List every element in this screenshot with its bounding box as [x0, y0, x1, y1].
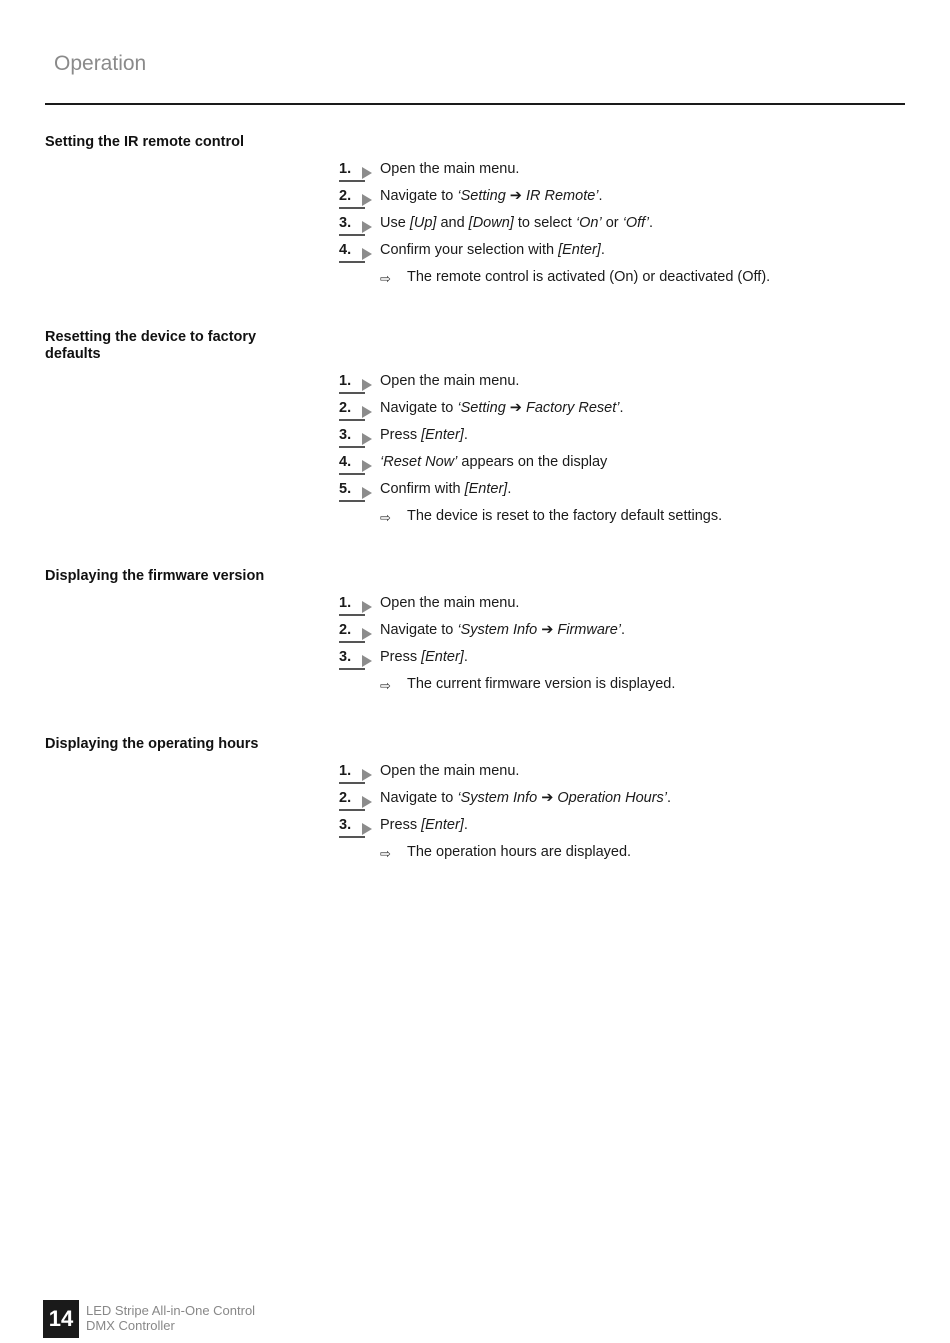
step-underline [339, 614, 365, 616]
step-triangle-icon [362, 248, 372, 260]
step-underline [339, 392, 365, 394]
step-number: 3. [339, 427, 352, 443]
step-number: 2. [339, 400, 352, 416]
step-underline [339, 782, 365, 784]
step-triangle-icon [362, 406, 372, 418]
step-triangle-icon [362, 167, 372, 179]
result-arrow-icon: ⇨ [380, 271, 391, 286]
step-number: 3. [339, 817, 352, 833]
step-underline [339, 419, 365, 421]
right-arrow-icon: ➔ [509, 400, 522, 416]
step-number: 1. [339, 595, 352, 611]
step-text: Navigate to ‘System Info ➔ Firmware’. [380, 622, 626, 638]
step-underline [339, 473, 365, 475]
page-number: 14 [43, 1300, 79, 1338]
step-number: 3. [339, 649, 352, 665]
result-text: The device is reset to the factory default settings. [407, 508, 723, 524]
section-title: Setting the IR remote control [45, 134, 244, 150]
step-text: Navigate to ‘System Info ➔ Operation Hours’. [380, 790, 672, 806]
step-text: Press [Enter]. [380, 427, 468, 443]
step-text: Confirm with [Enter]. [380, 481, 512, 497]
result-text: The operation hours are displayed. [407, 844, 632, 860]
step-number: 3. [339, 215, 352, 231]
result-arrow-icon: ⇨ [380, 510, 391, 525]
step-text: Open the main menu. [380, 763, 520, 779]
footer-product-type: DMX Controller [86, 1318, 175, 1333]
header-divider [45, 103, 905, 105]
step-text: Use [Up] and [Down] to select ‘On’ or ‘Off’. [380, 215, 653, 231]
step-text: Press [Enter]. [380, 817, 468, 833]
footer-product-name: LED Stripe All-in-One Control [86, 1303, 256, 1318]
step-underline [339, 668, 365, 670]
step-number: 4. [339, 242, 352, 258]
result-arrow-icon: ⇨ [380, 678, 391, 693]
result-text: The current firmware version is displayed. [407, 676, 676, 692]
step-triangle-icon [362, 194, 372, 206]
step-number: 5. [339, 481, 352, 497]
step-text: Navigate to ‘Setting ➔ Factory Reset’. [380, 400, 624, 416]
step-triangle-icon [362, 433, 372, 445]
step-text: ‘Reset Now’ appears on the display [380, 454, 608, 470]
step-underline [339, 234, 365, 236]
step-text: Confirm your selection with [Enter]. [380, 242, 605, 258]
section-title: Resetting the device to factory defaults [45, 329, 257, 362]
step-number: 1. [339, 161, 352, 177]
step-triangle-icon [362, 655, 372, 667]
step-text: Navigate to ‘Setting ➔ IR Remote’. [380, 188, 603, 204]
step-underline [339, 809, 365, 811]
section-title: Displaying the firmware version [45, 568, 265, 584]
result-arrow-icon: ⇨ [380, 846, 391, 861]
right-arrow-icon: ➔ [541, 790, 554, 806]
step-triangle-icon [362, 796, 372, 808]
step-triangle-icon [362, 221, 372, 233]
result-text: The remote control is activated (On) or deactivated (Off). [407, 269, 771, 285]
step-triangle-icon [362, 460, 372, 472]
step-number: 2. [339, 790, 352, 806]
step-underline [339, 261, 365, 263]
step-triangle-icon [362, 379, 372, 391]
step-number: 1. [339, 373, 352, 389]
step-underline [339, 207, 365, 209]
step-number: 1. [339, 763, 352, 779]
section-title: Displaying the operating hours [45, 736, 259, 752]
step-triangle-icon [362, 628, 372, 640]
step-triangle-icon [362, 487, 372, 499]
step-text: Press [Enter]. [380, 649, 468, 665]
step-triangle-icon [362, 601, 372, 613]
step-text: Open the main menu. [380, 373, 520, 389]
step-number: 4. [339, 454, 352, 470]
step-underline [339, 836, 365, 838]
step-underline [339, 500, 365, 502]
step-number: 2. [339, 188, 352, 204]
step-text: Open the main menu. [380, 161, 520, 177]
page-title: Operation [54, 52, 147, 75]
step-underline [339, 180, 365, 182]
step-underline [339, 641, 365, 643]
step-text: Open the main menu. [380, 595, 520, 611]
step-triangle-icon [362, 769, 372, 781]
right-arrow-icon: ➔ [509, 188, 522, 204]
step-number: 2. [339, 622, 352, 638]
step-triangle-icon [362, 823, 372, 835]
step-underline [339, 446, 365, 448]
right-arrow-icon: ➔ [541, 622, 554, 638]
